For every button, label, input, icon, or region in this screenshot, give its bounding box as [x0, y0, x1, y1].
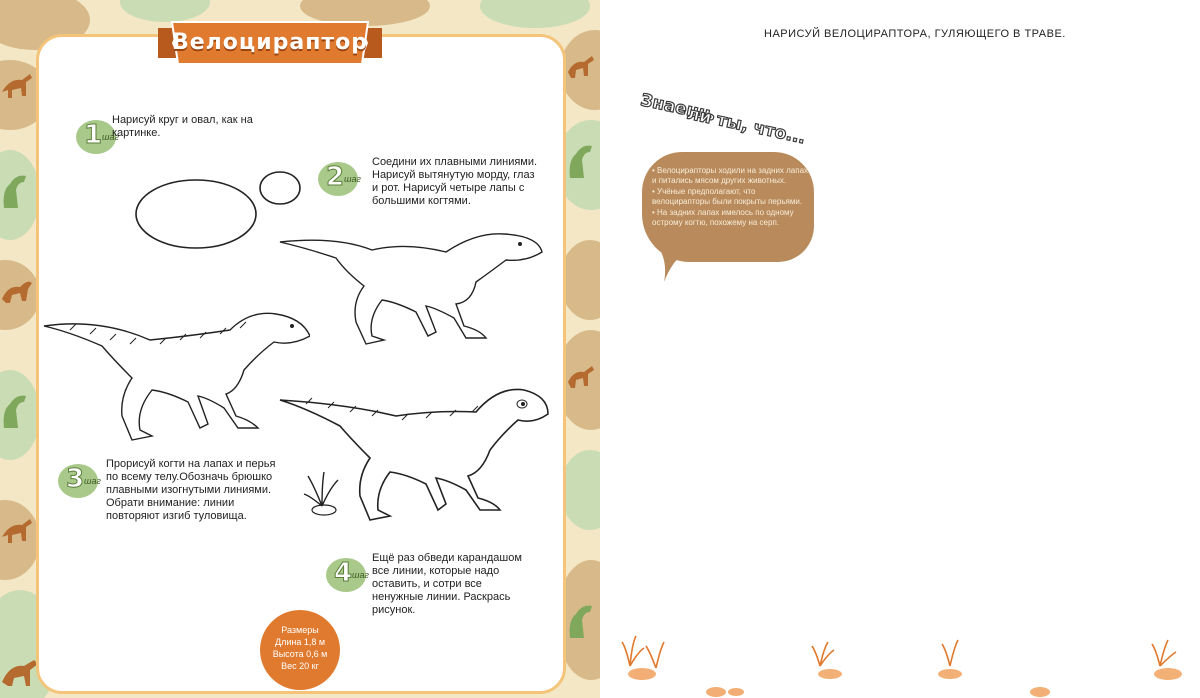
page-title: Велоцираптор — [171, 30, 369, 55]
did-you-know-title-2: ли ты, что... — [685, 103, 808, 149]
facts-list — [652, 166, 812, 229]
step-2-number: 2 — [326, 162, 345, 192]
decor-stone — [560, 240, 600, 320]
dino-silhouette-icon — [0, 275, 34, 305]
sizes-height: Высота 0,6 м — [272, 649, 328, 659]
drawing-task: НАРИСУЙ ВЕЛОЦИРАПТОРА, ГУЛЯЮЩЕГО В ТРАВЕ. — [764, 28, 1066, 40]
sizes-length: Длина 1,8 м — [274, 637, 326, 647]
decor-stone — [120, 0, 210, 22]
ground-decoration — [620, 626, 1200, 698]
dino-silhouette-icon — [0, 650, 40, 690]
bubble-tail-icon — [654, 246, 698, 286]
title-banner — [158, 20, 382, 66]
step-4-badge — [326, 556, 369, 594]
step-4-number: 4 — [334, 558, 353, 588]
dino-silhouette-icon — [566, 360, 596, 390]
dino-silhouette-icon — [566, 50, 596, 80]
step-2-word: шаг — [344, 174, 361, 184]
dino-silhouette-icon — [566, 600, 596, 640]
dino-silhouette-icon — [0, 170, 30, 210]
step-3-drawing — [40, 300, 310, 450]
step-1-badge — [76, 118, 119, 156]
step-2-text: Соедини их плавными линиями. Нарисуй вытянутую морду, глаз и рот. Нарисуй четыре лапы с большими когтями. — [372, 156, 538, 207]
step-1-word: шаг — [102, 132, 119, 142]
decor-stone — [480, 0, 590, 28]
step-2-drawing — [276, 222, 552, 356]
sizes-badge — [260, 610, 340, 690]
step-3-badge — [58, 462, 101, 500]
decor-stone — [560, 450, 600, 530]
dino-silhouette-icon — [0, 390, 30, 430]
fact-item: • На задних лапах имелось по одному острому когтю, похожему на серп. — [652, 208, 794, 227]
dino-silhouette-icon — [0, 70, 34, 100]
step-3-text: Прорисуй когти на лапах и перья по всему телу.Обозначь брюшко плавными изогнутыми линиями. Обрати внимание: линии повторяют изгиб туловища. — [106, 458, 276, 522]
step-3-word: шаг — [84, 476, 101, 486]
step-1-text: Нарисуй круг и овал, как на картинке. — [112, 114, 253, 139]
sizes-heading: Размеры — [281, 625, 319, 635]
step-4-word: шаг — [352, 570, 369, 580]
fact-item: • Учёные предполагают, что велоцирапторы были покрыты перьями. — [652, 187, 803, 206]
sizes-weight: Вес 20 кг — [281, 661, 319, 671]
step-4-text: Ещё раз обведи карандашом все линии, которые надо оставить, и сотри все ненужные линии. Раскрась рисунок. — [372, 552, 522, 616]
did-you-know-title-1: Знаешь — [638, 90, 717, 126]
step-3-number: 3 — [66, 464, 85, 494]
step-1-number: 1 — [84, 120, 103, 150]
dino-silhouette-icon — [566, 140, 596, 180]
step-2-badge — [318, 160, 361, 198]
grass-icon — [300, 466, 344, 518]
dino-silhouette-icon — [0, 515, 34, 545]
fact-item: • Велоцирапторы ходили на задних лапах и питались мясом других животных. — [652, 166, 809, 185]
